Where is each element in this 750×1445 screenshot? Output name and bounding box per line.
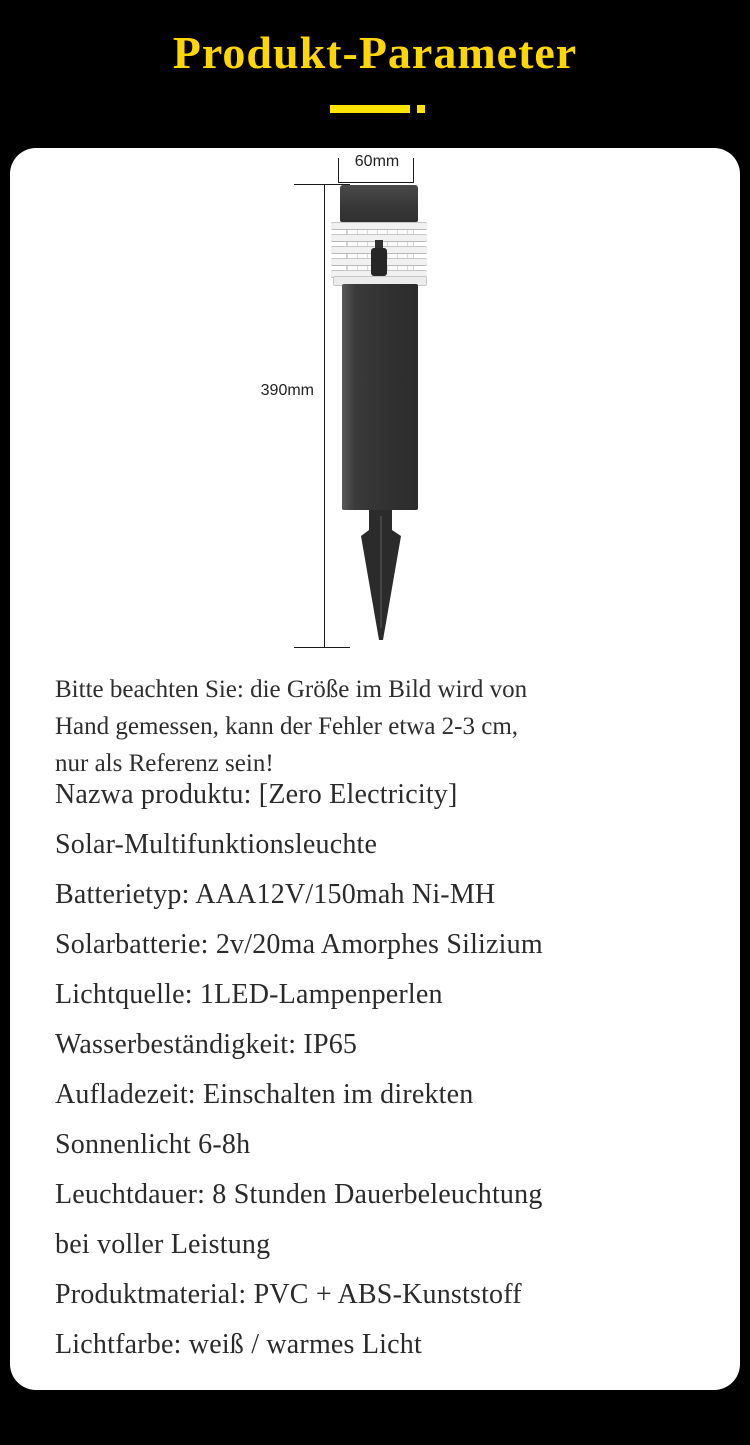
spec-line-light-duration: Leuchtdauer: 8 Stunden Dauerbeleuchtung	[55, 1179, 543, 1210]
height-dimension-label: 390mm	[260, 382, 314, 399]
spec-line-product-name: Nazwa produktu: [Zero Electricity]	[55, 779, 458, 810]
title-underline-bar	[330, 105, 410, 113]
page-title: Produkt-Parameter	[172, 27, 578, 78]
note-line: Bitte beachten Sie: die Größe im Bild wird von	[55, 676, 528, 703]
width-dimension-tick-right	[413, 158, 414, 183]
product-card	[10, 148, 740, 1390]
spec-line-material: Produktmaterial: PVC + ABS-Kunststoff	[55, 1279, 522, 1310]
title-underline-dot	[417, 105, 425, 113]
height-dimension-line	[324, 184, 325, 647]
lamp-ground-spike	[350, 510, 412, 644]
note-line: nur als Referenz sein!	[55, 750, 274, 777]
note-line: Hand gemessen, kann der Fehler etwa 2-3 cm,	[55, 713, 519, 740]
lamp-led-bulb	[371, 248, 387, 276]
lamp-led-stem	[375, 240, 383, 248]
spec-line-battery-type: Batterietyp: AAA12V/150mah Ni-MH	[55, 879, 496, 910]
spec-line-light-duration-2: bei voller Leistung	[55, 1229, 271, 1260]
width-dimension-line	[338, 182, 414, 183]
lamp-fin	[331, 222, 427, 230]
lamp-body-post	[342, 284, 418, 510]
measurement-note	[55, 671, 695, 782]
spec-line-charge-time: Aufladezeit: Einschalten im direkten	[55, 1079, 474, 1110]
spec-line-waterproof: Wasserbeständigkeit: IP65	[55, 1029, 358, 1060]
spec-line-light-color: Lichtfarbe: weiß / warmes Licht	[55, 1329, 422, 1360]
spec-line-solar-battery: Solarbatterie: 2v/20ma Amorphes Silizium	[55, 929, 543, 960]
height-dimension-tick-bottom	[294, 647, 350, 648]
spec-line-charge-time-2: Sonnenlicht 6-8h	[55, 1129, 251, 1160]
spec-line-product-name-2: Solar-Multifunktionsleuchte	[55, 829, 378, 860]
width-dimension-label: 60mm	[354, 153, 400, 170]
lamp-solar-cap	[340, 185, 418, 222]
width-dimension-tick-left	[338, 158, 339, 183]
spec-line-light-source: Lichtquelle: 1LED-Lampenperlen	[55, 979, 443, 1010]
spec-list	[55, 780, 715, 1380]
